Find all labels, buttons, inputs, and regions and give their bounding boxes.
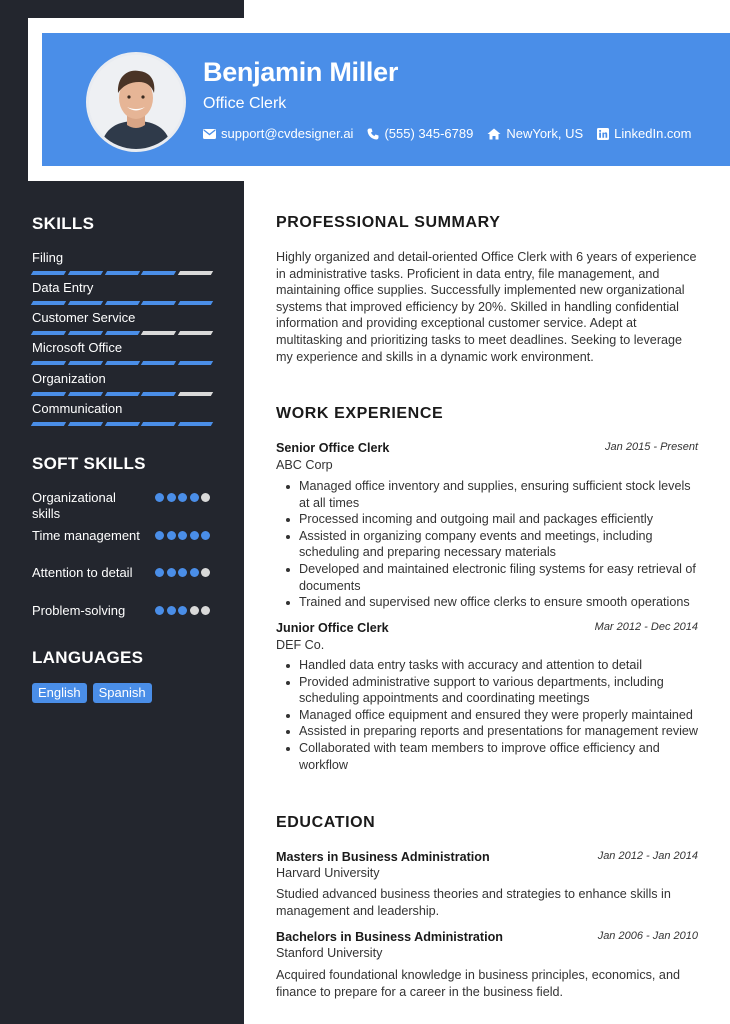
rating-dot: [201, 568, 210, 577]
skill-level-bar: [32, 271, 212, 275]
skill-level-segment: [104, 422, 139, 426]
job-date: Jan 2015 - Present: [605, 441, 698, 453]
skill-level-segment: [31, 392, 66, 396]
soft-skill-rating: [153, 531, 211, 540]
skill-level-bar: [32, 422, 212, 426]
candidate-name: Benjamin Miller: [203, 57, 399, 87]
degree-date: Jan 2006 - Jan 2010: [597, 930, 698, 942]
skill-level-bar: [32, 361, 212, 365]
skill-label: Communication: [32, 401, 123, 416]
contact-email[interactable]: [203, 126, 353, 141]
language-badge: Spanish: [93, 683, 152, 703]
skill-label: Customer Service: [32, 310, 136, 325]
skill-item: [32, 280, 212, 305]
rating-dot: [178, 606, 187, 615]
skill-level-segment: [104, 361, 139, 365]
soft-skill-rating: [153, 568, 211, 577]
skill-item: [32, 371, 212, 396]
skill-level-segment: [68, 422, 103, 426]
skill-level-segment: [68, 361, 103, 365]
skill-level-segment: [31, 422, 66, 426]
skill-item: [32, 340, 212, 365]
job-bullets: [282, 478, 700, 611]
skill-level-segment: [178, 331, 213, 335]
languages-heading: LANGUAGES: [32, 648, 144, 667]
profile-photo-icon: [89, 55, 183, 149]
job-bullet: Trained and supervised new office clerks to ensure smooth operations: [282, 594, 700, 611]
job-bullet: Managed office equipment and ensured they were properly maintained: [282, 707, 700, 724]
rating-dot: [178, 531, 187, 540]
skill-level-segment: [178, 301, 213, 305]
skill-level-segment: [178, 271, 213, 275]
soft-skill-item: [32, 565, 212, 581]
skill-level-segment: [31, 361, 66, 365]
rating-dot: [155, 606, 164, 615]
job-company: ABC Corp: [276, 458, 333, 472]
soft-skill-item: [32, 490, 212, 522]
envelope-icon: [203, 129, 216, 139]
rating-dot: [190, 493, 199, 502]
skill-level-segment: [68, 271, 103, 275]
skill-level-bar: [32, 331, 212, 335]
rating-dot: [167, 568, 176, 577]
job-bullet: Collaborated with team members to improve office efficiency and workflow: [282, 740, 700, 773]
skill-level-segment: [68, 331, 103, 335]
skill-level-segment: [31, 271, 66, 275]
rating-dot: [201, 493, 210, 502]
skill-item: [32, 250, 212, 275]
skill-level-segment: [141, 271, 176, 275]
degree-description: Studied advanced business theories and strategies to enhance skills in management and leadership.: [276, 887, 671, 918]
contact-linkedin[interactable]: [597, 126, 691, 141]
rating-dot: [167, 493, 176, 502]
contact-linkedin-text: LinkedIn.com: [614, 126, 692, 141]
degree-title: Bachelors in Business Administration: [276, 930, 503, 944]
contact-phone[interactable]: [367, 126, 473, 141]
skill-level-segment: [104, 392, 139, 396]
soft-skill-item: [32, 528, 212, 544]
job-bullet: Handled data entry tasks with accuracy and attention to detail: [282, 657, 700, 674]
skill-level-segment: [104, 301, 139, 305]
skill-level-segment: [31, 301, 66, 305]
skill-level-segment: [141, 392, 176, 396]
degree-date: Jan 2012 - Jan 2014: [597, 850, 698, 862]
school-name: Harvard University: [276, 866, 380, 880]
avatar: [86, 52, 186, 152]
rating-dot: [190, 531, 199, 540]
skill-level-segment: [141, 422, 176, 426]
contact-phone-text: (555) 345-6789: [384, 126, 474, 141]
skill-level-segment: [31, 331, 66, 335]
language-badge: English: [32, 683, 87, 703]
skill-level-segment: [178, 392, 213, 396]
soft-skill-label: Problem-solving: [32, 603, 126, 618]
job-bullet: Assisted in organizing company events and meetings, including scheduling and preparing necessary materials: [282, 528, 700, 561]
rating-dot: [201, 531, 210, 540]
skill-item: [32, 401, 212, 426]
skill-level-segment: [141, 331, 176, 335]
rating-dot: [155, 493, 164, 502]
rating-dot: [190, 568, 199, 577]
contact-location: [487, 126, 583, 141]
soft-skill-label: Time management: [32, 528, 140, 543]
language-list: [32, 683, 158, 703]
skill-level-segment: [68, 392, 103, 396]
soft-skill-rating: [153, 606, 211, 615]
job-bullet: Assisted in preparing reports and presentations for management review: [282, 723, 700, 740]
soft-skill-item: [32, 603, 212, 619]
rating-dot: [190, 606, 199, 615]
skill-level-segment: [178, 361, 213, 365]
job-bullets: [282, 657, 700, 773]
job-title: Junior Office Clerk: [276, 621, 389, 635]
soft-skill-label: Attention to detail: [32, 565, 133, 580]
job-date: Mar 2012 - Dec 2014: [594, 621, 698, 633]
skill-level-segment: [104, 331, 139, 335]
rating-dot: [178, 568, 187, 577]
skill-level-segment: [178, 422, 213, 426]
rating-dot: [155, 568, 164, 577]
job-company: DEF Co.: [276, 638, 325, 652]
skill-level-segment: [141, 361, 176, 365]
rating-dot: [167, 531, 176, 540]
degree-description: Acquired foundational knowledge in business principles, economics, and finance to prepare for a career in the business field.: [276, 968, 680, 999]
rating-dot: [155, 531, 164, 540]
linkedin-icon: [597, 128, 609, 140]
skill-label: Organization: [32, 371, 106, 386]
summary-text: Highly organized and detail-oriented Office Clerk with 6 years of experience in administrative tasks. Proficient in data entry, file management, and maintaining office supplies. Successfully implemented new organizational systems that improved efficiency by 20%. Skilled in handling confidential information and providing exceptional customer service. Adept at multitasking and prioritizing tasks to meet deadlines. Seeking to leverage my experience and skills in a dynamic work environment.: [276, 250, 697, 364]
school-name: Stanford University: [276, 946, 383, 960]
skill-level-segment: [104, 271, 139, 275]
job-bullet: Managed office inventory and supplies, ensuring sufficient stock levels at all times: [282, 478, 700, 511]
rating-dot: [167, 606, 176, 615]
skill-label: Microsoft Office: [32, 340, 123, 355]
contact-email-text: support@cvdesigner.ai: [221, 126, 354, 141]
job-title: Senior Office Clerk: [276, 441, 390, 455]
soft-skill-rating: [153, 493, 211, 502]
degree-title: Masters in Business Administration: [276, 850, 490, 864]
skill-label: Filing: [32, 250, 64, 265]
soft-skill-label: Organizational skills: [32, 490, 116, 521]
skill-item: [32, 310, 212, 335]
skill-level-bar: [32, 301, 212, 305]
contact-location-text: NewYork, US: [506, 126, 584, 141]
home-icon: [487, 128, 501, 140]
candidate-title: Office Clerk: [203, 95, 287, 112]
job-bullet: Developed and maintained electronic filing systems for easy retrieval of documents: [282, 561, 700, 594]
experience-heading: WORK EXPERIENCE: [276, 405, 444, 422]
phone-icon: [367, 128, 379, 140]
skill-level-segment: [68, 301, 103, 305]
rating-dot: [201, 606, 210, 615]
contact-list: [203, 126, 706, 141]
soft-skills-heading: SOFT SKILLS: [32, 454, 146, 473]
skill-level-bar: [32, 392, 212, 396]
job-bullet: Processed incoming and outgoing mail and packages efficiently: [282, 511, 700, 528]
skill-label: Data Entry: [32, 280, 94, 295]
education-heading: EDUCATION: [276, 814, 376, 831]
summary-heading: PROFESSIONAL SUMMARY: [276, 214, 501, 231]
header-banner: [42, 33, 730, 166]
job-bullet: Provided administrative support to various departments, including scheduling appointments and coordinating meetings: [282, 674, 700, 707]
rating-dot: [178, 493, 187, 502]
skills-heading: SKILLS: [32, 214, 95, 233]
skill-level-segment: [141, 301, 176, 305]
